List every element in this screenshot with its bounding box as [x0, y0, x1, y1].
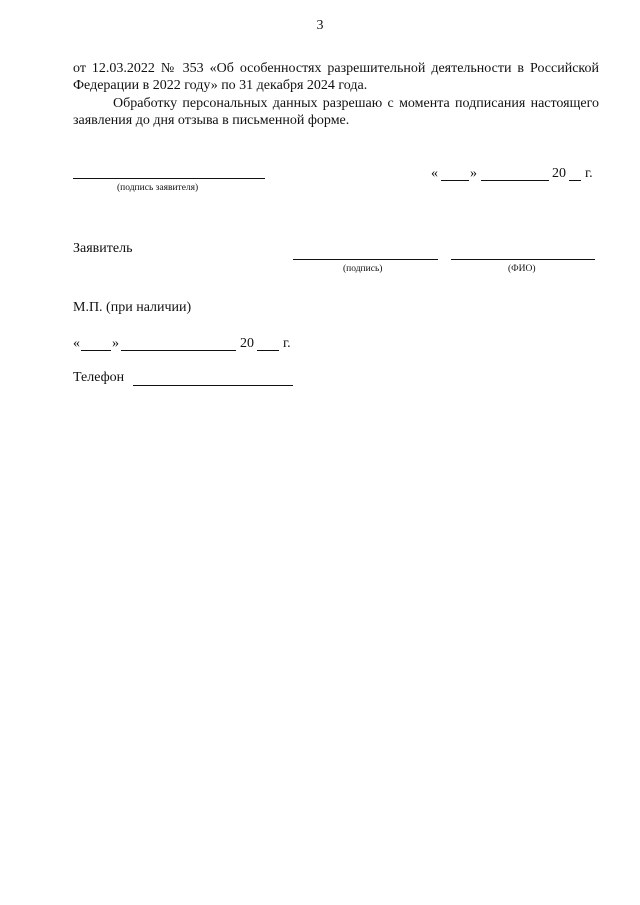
signature-date-close-quote: »	[470, 166, 477, 181]
signature-year-suffix: г.	[585, 166, 593, 181]
signature-year-prefix: 20	[552, 166, 566, 181]
date-month-line	[121, 350, 236, 351]
date-year-suffix: г.	[283, 336, 291, 351]
date-open-quote: «	[73, 336, 80, 351]
signature-date-open-quote: «	[431, 166, 438, 181]
signature-month-line	[481, 180, 549, 181]
paragraph-consent-period: от 12.03.2022 № 353 «Об особенностях разрешительной деятельности в Российской Федерации в 2022 году» по 31 декабря 2024 года.	[73, 61, 599, 93]
applicant-signature-line	[73, 178, 265, 179]
phone-field-line	[133, 385, 293, 386]
signature-year-line	[569, 180, 581, 181]
phone-label: Телефон	[73, 370, 125, 385]
date-day-line	[81, 350, 111, 351]
applicant-label: Заявитель	[73, 241, 133, 256]
applicant-name-field-caption: (ФИО)	[508, 264, 536, 274]
applicant-signature-field-caption: (подпись)	[343, 264, 383, 274]
date-close-quote: »	[112, 336, 119, 351]
date-year-prefix: 20	[240, 336, 254, 351]
date-year-line	[257, 350, 279, 351]
applicant-signature-caption: (подпись заявителя)	[117, 183, 199, 193]
paragraph-data-processing: Обработку персональных данных разрешаю с момента подписания настоящего заявления до дня отзыва в письменной форме.	[73, 96, 599, 128]
signature-day-line	[441, 180, 469, 181]
seal-label: М.П. (при наличии)	[73, 300, 192, 315]
page-number: 3	[316, 18, 324, 33]
applicant-name-field-line	[451, 259, 595, 260]
applicant-signature-field-line	[293, 259, 438, 260]
